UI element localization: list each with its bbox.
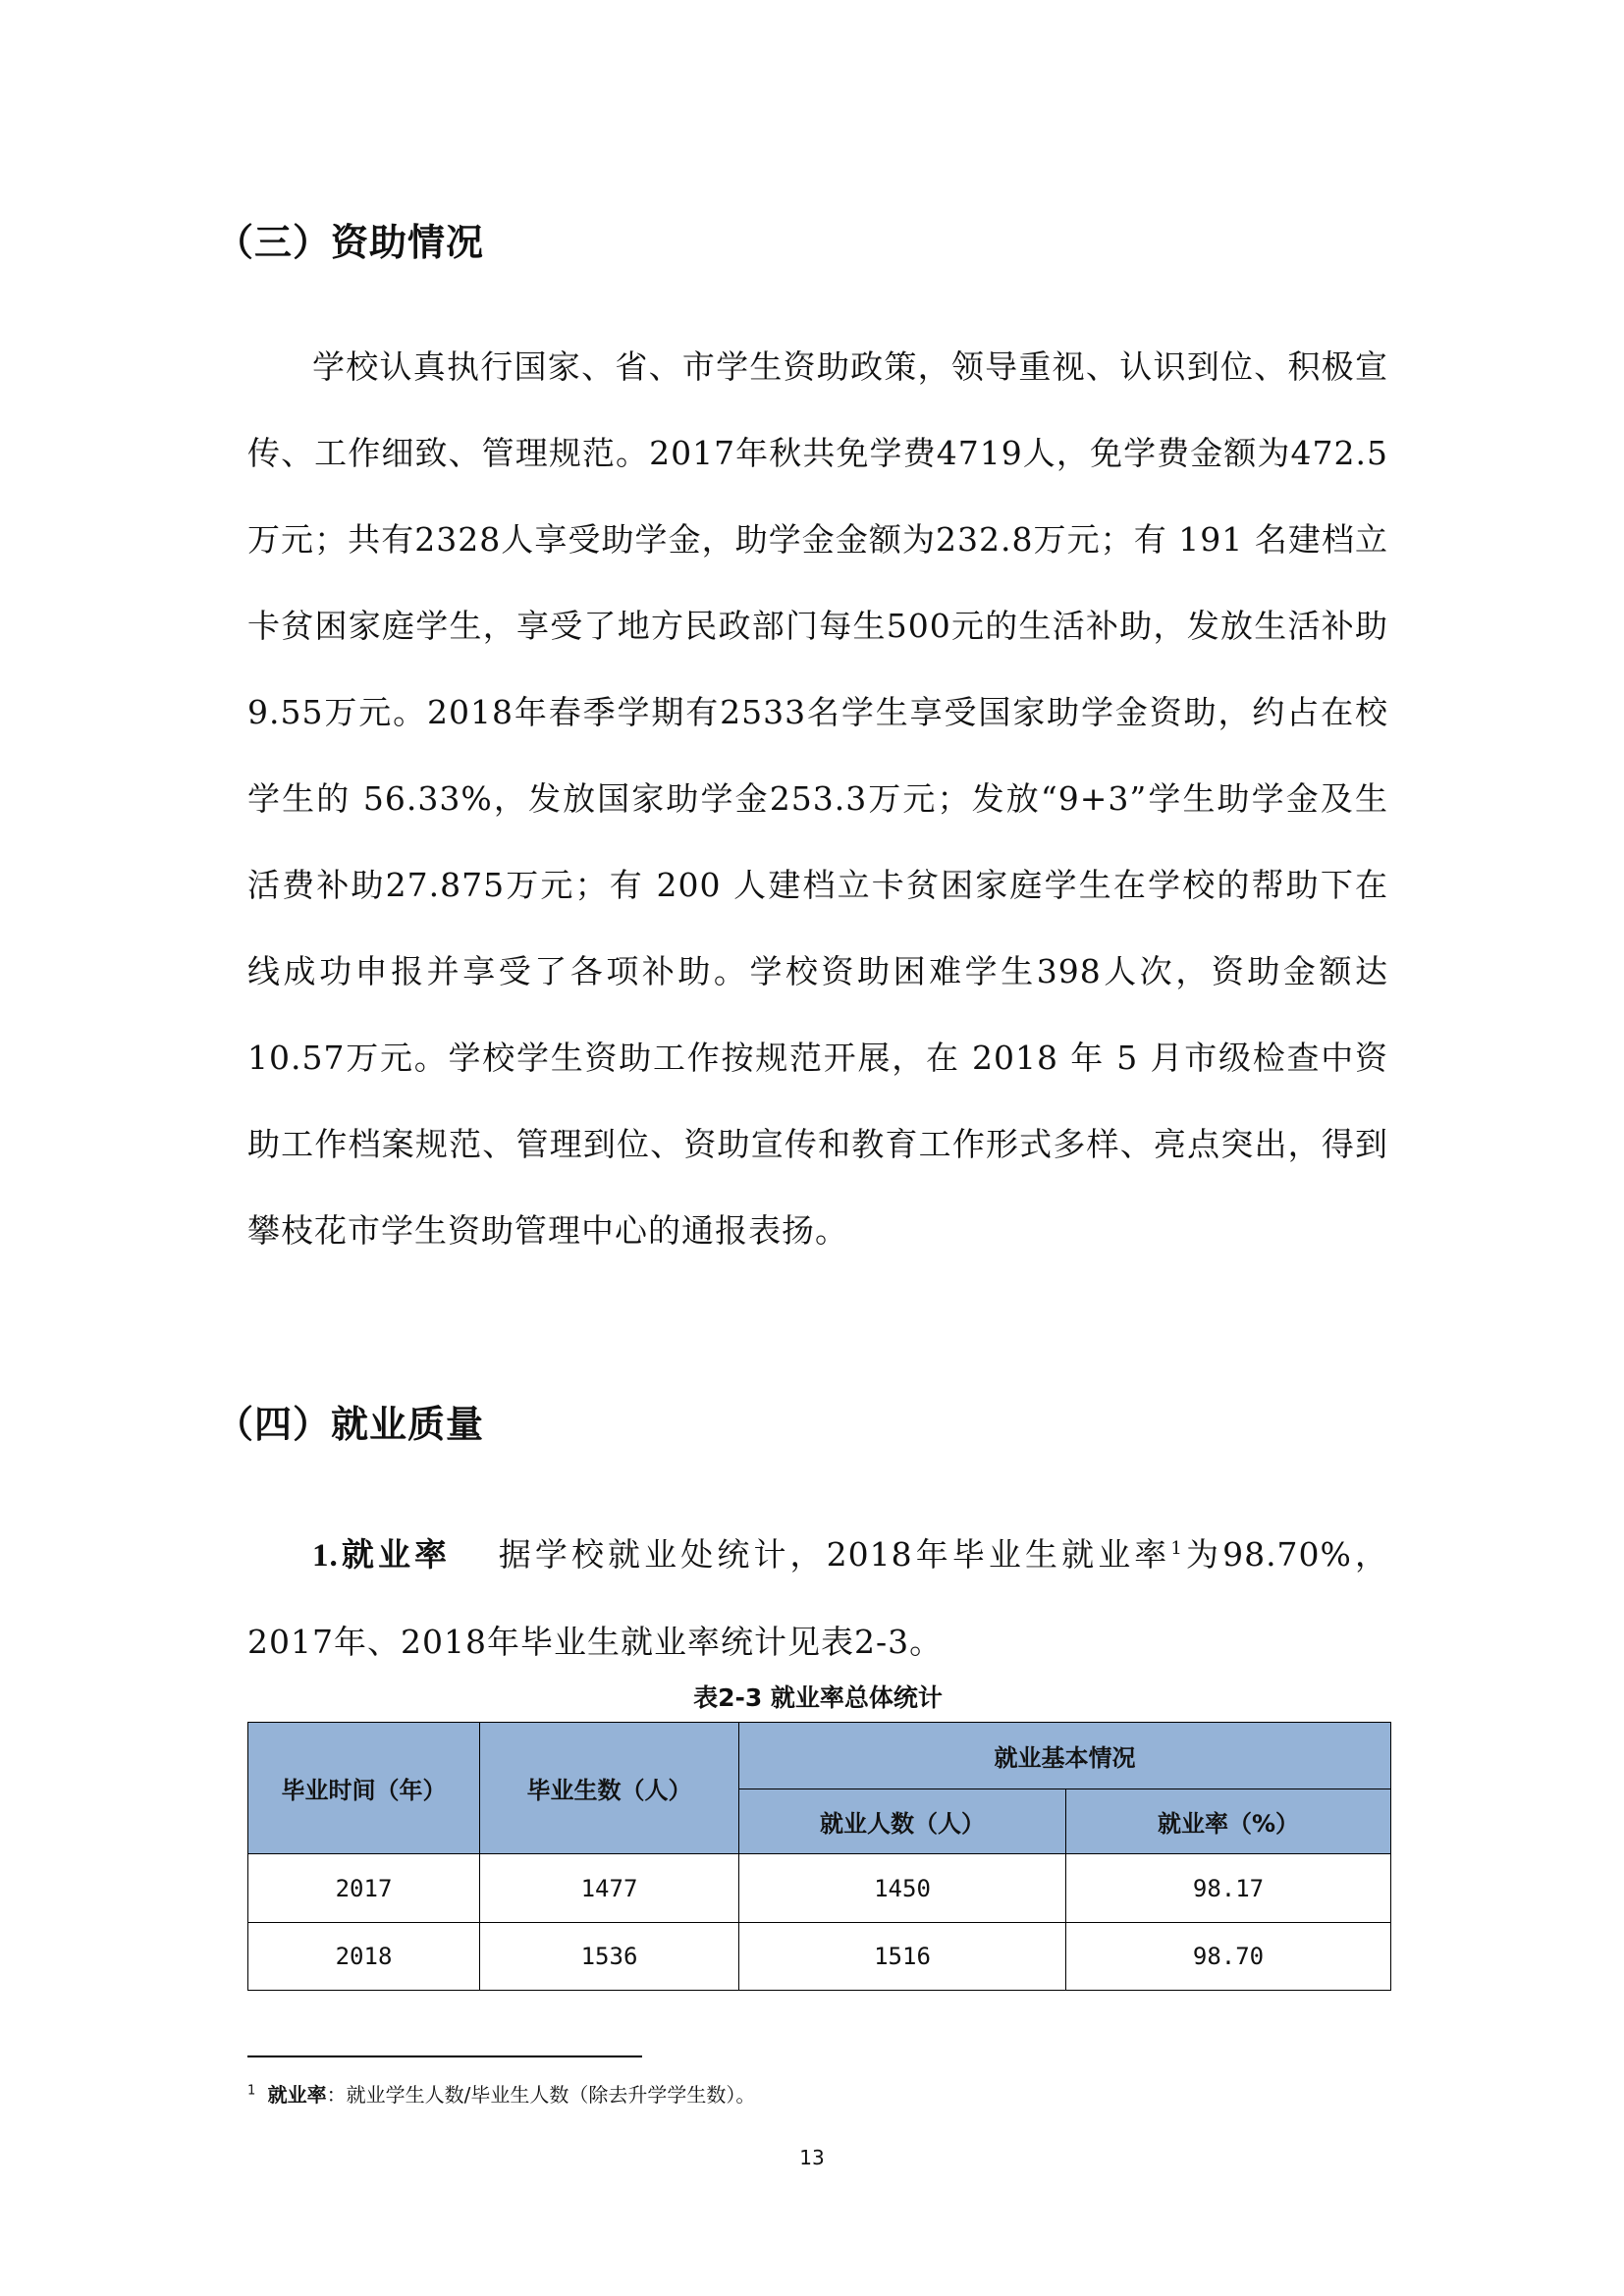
cell-employed: 1450 (739, 1854, 1066, 1923)
table-row (248, 1854, 1391, 1923)
header-graduation-year: 毕业时间（年） (248, 1723, 480, 1854)
section-heading-employment: （四）就业质量 (216, 1403, 485, 1446)
header-graduate-count: 毕业生数（人） (480, 1723, 739, 1854)
footnote-text: ：就业学生人数/毕业生人数（除去升学学生数）。 (326, 2083, 756, 2107)
header-employed-count: 就业人数（人） (739, 1789, 1066, 1854)
footnote-ref-mark[interactable]: 1 (1170, 1538, 1183, 1559)
employment-text-after-ref: 为98.70%，2017年、2018年毕业生就业率统计见表2-3。 (247, 1535, 1389, 1661)
cell-graduates: 1536 (480, 1923, 739, 1991)
section-heading-funding: （三）资助情况 (216, 221, 485, 264)
cell-employed: 1516 (739, 1923, 1066, 1991)
cell-rate: 98.17 (1066, 1854, 1391, 1923)
header-employment-basics: 就业基本情况 (739, 1723, 1391, 1789)
footnote-term: 就业率 (267, 2083, 327, 2107)
cell-rate: 98.70 (1066, 1923, 1391, 1991)
header-employment-rate: 就业率（%） (1066, 1789, 1391, 1854)
employment-paragraph (247, 1512, 1388, 1685)
cell-year: 2018 (248, 1923, 480, 1991)
footnote (247, 2079, 755, 2108)
footnote-separator (247, 2056, 642, 2057)
employment-rate-lead: 1.就业率 (312, 1538, 452, 1574)
table-caption: 表2-3 就业率总体统计 (693, 1683, 943, 1712)
employment-text-before-ref: 据学校就业处统计，2018年毕业生就业率 (498, 1535, 1171, 1574)
employment-rate-table (247, 1722, 1391, 1991)
table-row (248, 1923, 1391, 1991)
page-number: 13 (799, 2146, 825, 2169)
footnote-mark: 1 (247, 2083, 256, 2099)
cell-year: 2017 (248, 1854, 480, 1923)
cell-graduates: 1477 (480, 1854, 739, 1923)
funding-paragraph: 学校认真执行国家、省、市学生资助政策，领导重视、认识到位、积极宣传、工作细致、管理规范。2017年秋共免学费4719人，免学费金额为472.5万元；共有2328人享受助学金，助学金金额为232.8万元；有 191 名建档立卡贫困家庭学生，享受了地方民政部门每生500元的生活补助，发放生活补助9.55万元。2018年春季学期有2533名学生享受国家助学金资助，约占在校学生的 56.33%，发放国家助学金253.3万元；发放“9+3”学生助学金及生活费补助27.875万元；有 200 人建档立卡贫困家庭学生在学校的帮助下在线成功申报并享受了各项补助。学校资助困难学生398人次，资助金额达10.57万元。学校学生资助工作按规范开展，在 2018 年 5 月市级检查中资助工作档案规范、管理到位、资助宣传和教育工作形式多样、亮点突出，得到攀枝花市学生资助管理中心的通报表扬。 (247, 347, 1388, 1250)
